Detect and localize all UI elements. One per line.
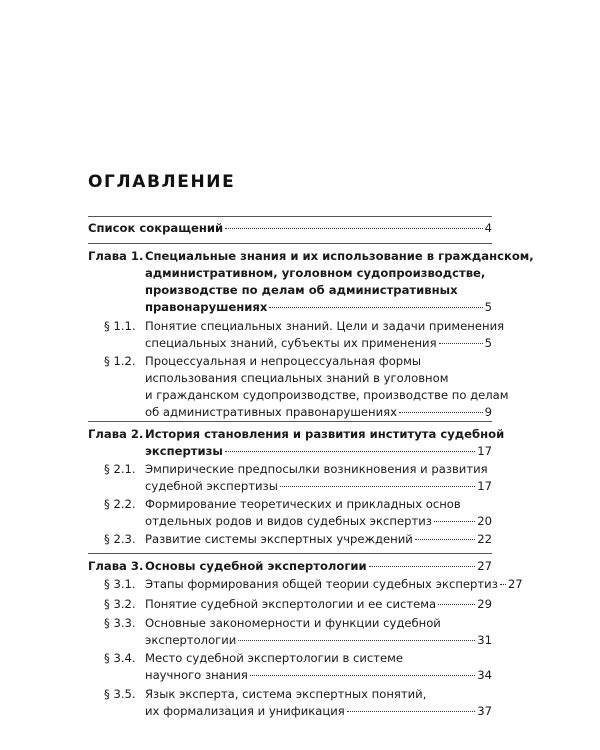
toc-heading: ОГЛАВЛЕНИЕ [88,172,236,192]
toc-entry-text: Основы судебной экспертологии 27 [145,559,492,573]
toc-entry-chapter-2[interactable] [88,426,505,460]
page-number: 5 [484,336,492,350]
section-number: § 3.4. [104,651,136,665]
section-number: § 2.2. [104,497,136,511]
toc-entry-section-2-2[interactable] [88,496,492,530]
toc-entry-chapter-1[interactable] [88,248,534,316]
dot-leader [269,307,482,308]
page-number: 20 [477,514,492,528]
section-number: § 1.2. [104,354,136,368]
toc-entry-text: Специальные знания и их использование в гражданском, административном, уголовном судопроизводстве, производстве по делам об административных правонарушениях 5 [145,249,534,314]
toc-entry-text: Развитие системы экспертных учреждений 22 [145,532,492,546]
section-number: § 2.1. [104,462,136,476]
page-number: 34 [477,668,492,682]
toc-entry-section-1-2[interactable] [88,353,509,421]
dot-leader [415,539,475,540]
page-number: 27 [477,559,492,573]
dot-leader [347,711,475,712]
dot-leader [399,412,483,413]
page-number: 17 [477,444,492,458]
toc-entry-text: Список сокращений 4 [88,221,492,235]
dot-leader [250,675,475,676]
section-number: § 3.2. [104,597,136,611]
chapter-number: Глава 1. [88,249,144,263]
page-number: 5 [484,300,492,314]
toc-entry-text: История становления и развития института судебной экспертизы 17 [145,427,505,458]
page-number: 22 [477,532,492,546]
toc-entry-text: Этапы формирования общей теории судебных экспертиз 27 [145,577,523,591]
page-number: 4 [484,221,492,235]
dot-leader [238,640,475,641]
section-divider [88,421,492,422]
section-number: § 3.5. [104,687,136,701]
page-number: 37 [477,704,492,718]
dot-leader [434,521,475,522]
section-number: § 3.1. [104,577,136,591]
toc-entry-text: Основные закономерности и функции судебной экспертологии 31 [145,616,492,647]
page-number: 29 [477,597,492,611]
dot-leader [500,584,506,585]
toc-entry-text: Процессуальная и непроцессуальная формы использования специальных знаний в уголовном и гражданском судопроизводстве, производстве по делам об административных правонарушениях 9 [145,354,509,419]
section-number: § 3.3. [104,616,136,630]
section-divider [88,243,492,244]
section-divider [88,216,492,217]
toc-entry-text: Язык эксперта, система экспертных понятий, их формализация и унификация 37 [145,687,492,718]
toc-entry-text: Понятие судебной экспертологии и ее система 29 [145,597,492,611]
dot-leader [225,228,482,229]
section-number: § 2.3. [104,532,136,546]
page-number: 9 [484,405,492,419]
dot-leader [225,451,475,452]
toc-entry-section-2-3[interactable] [88,531,492,548]
section-divider [88,553,492,554]
dot-leader [369,566,476,567]
toc-entry-chapter-3[interactable] [88,558,492,575]
dot-leader [439,343,483,344]
chapter-number: Глава 2. [88,427,144,441]
chapter-number: Глава 3. [88,559,144,573]
toc-entry-section-3-5[interactable] [88,686,492,720]
section-number: § 1.1. [104,319,136,333]
dot-leader [438,604,475,605]
toc-entry-section-1-1[interactable] [88,318,505,352]
page-number: 31 [477,633,492,647]
toc-entry-text: Эмпирические предпосылки возникновения и развития судебной экспертизы 17 [145,462,492,493]
toc-entry-section-3-4[interactable] [88,650,492,684]
dot-leader [280,486,475,487]
toc-entry-text: Формирование теоретических и прикладных основ отдельных родов и видов судебных экспертиз 20 [145,497,492,528]
toc-entry-section-2-1[interactable] [88,461,492,495]
page-number: 17 [477,479,492,493]
toc-entry-text: Понятие специальных знаний. Цели и задачи применения специальных знаний, субъекты их применения 5 [145,319,505,350]
toc-entry-abbreviations[interactable] [88,220,492,237]
toc-entry-text: Место судебной экспертологии в системе научного знания 34 [145,651,492,682]
toc-entry-section-3-1[interactable] [88,576,523,593]
toc-entry-section-3-2[interactable] [88,596,492,613]
toc-entry-section-3-3[interactable] [88,615,492,649]
page-number: 27 [507,577,523,591]
